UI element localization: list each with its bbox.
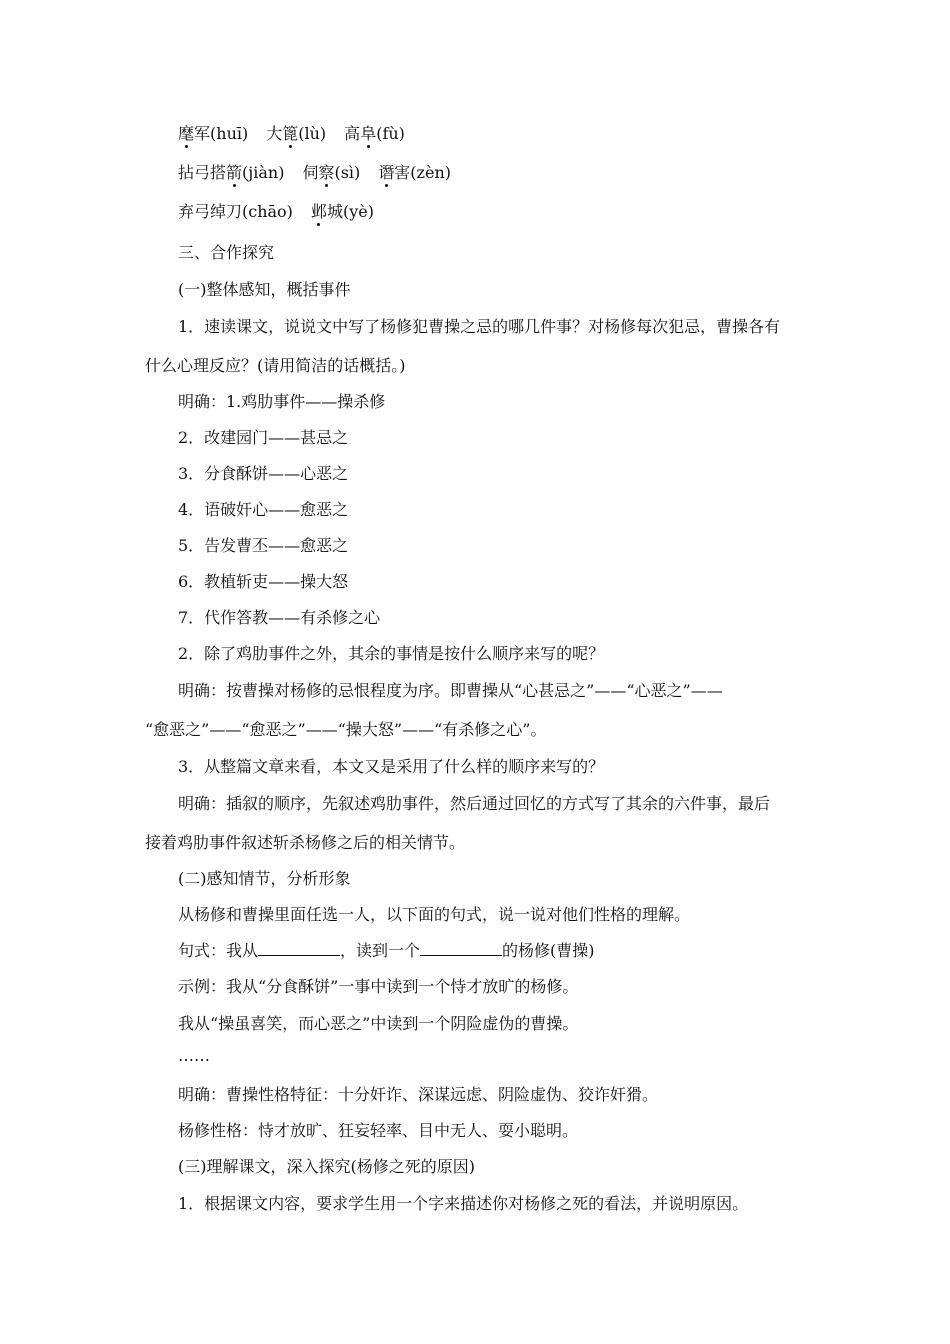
example-text: 示例：我从“分食酥饼”一事中读到一个恃才放旷的杨修。 [178,977,579,996]
question-text: 2．除了鸡肋事件之外，其余的事情是按什么顺序来写的呢？ [178,644,605,663]
list-item: 5．告发曹丕——愈恶之 [178,536,349,555]
list-item: 3．分食酥饼——心恶之 [178,464,349,483]
section-heading: 三、合作探究 [178,243,275,262]
pronunciation-item: 邺城(yè) [310,202,374,221]
question-text: 3．从整篇文章来看，本文又是采用了什么样的顺序来写的？ [178,757,605,776]
dotted-character: 邺 [310,202,327,221]
subsection-heading: (三)理解课文，深入探究(杨修之死的原因) [178,1157,475,1176]
instruction-text: 从杨修和曹操里面任选一人，以下面的句式，说一说对他们性格的理解。 [178,905,691,924]
answer-text-cont: 接着鸡肋事件叙述斩杀杨修之后的相关情节。 [145,833,466,852]
subsection-heading: (一)整体感知，概括事件 [178,280,351,299]
question-text: 1．速读课文，说说文中写了杨修犯曹操之忌的哪几件事？对杨修每次犯忌，曹操各有 [178,317,781,336]
sentence-pattern: 句式：我从 ，读到一个 的杨修(曹操) [178,941,595,960]
fill-blank [420,941,502,956]
answer-text: 杨修性格：恃才放旷、狂妄轻率、目中无人、耍小聪明。 [178,1121,579,1140]
answer-text: 明确：按曹操对杨修的忌恨程度为序。即曹操从“心甚忌之”——“心恶之”—— [178,681,723,700]
dotted-character: 阜 [360,124,377,143]
question-text-cont: 什么心理反应？(请用简洁的话概括。) [145,356,406,375]
list-item: 6．教植斩吏——操大怒 [178,572,349,591]
list-item: 7．代作答教——有杀修之心 [178,608,381,627]
question-text: 1．根据课文内容，要求学生用一个字来描述你对杨修之死的看法，并说明原因。 [178,1194,749,1213]
dotted-character: 谮 [378,163,395,182]
pronunciation-item: 麾军(huī) [178,124,249,143]
subsection-heading: (二)感知情节，分析形象 [178,869,351,888]
dotted-character: 麾 [178,124,195,143]
list-item: 4．语破奸心——愈恶之 [178,500,349,519]
list-item: 2．改建园门——甚忌之 [178,428,349,447]
answer-text: 明确：曹操性格特征：十分奸诈、深谋远虑、阴险虚伪、狡诈奸猾。 [178,1085,659,1104]
fill-blank [258,941,340,956]
answer-text-cont: “愈恶之”——“愈恶之”——“操大怒”——“有杀修之心”。 [145,720,547,739]
pronunciation-line-3 [178,202,374,222]
dotted-character: 篦 [282,124,299,143]
pronunciation-item: 大篦(lù) [266,124,327,143]
pronunciation-item: 弃弓绰刀(chāo) [178,202,293,221]
pronunciation-line-1 [178,124,405,144]
dotted-character: 察 [318,163,335,182]
answer-text: 明确：插叙的顺序，先叙述鸡肋事件，然后通过回忆的方式写了其余的六件事，最后 [178,794,771,813]
example-text: 我从“操虽喜笑，而心恶之”中读到一个阴险虚伪的曹操。 [178,1014,579,1033]
pronunciation-item: 伺察(sì) [302,163,361,182]
pronunciation-item: 高阜(fù) [344,124,405,143]
pronunciation-item: 拈弓搭箭(jiàn) [178,163,285,182]
answer-text: 明确：1.鸡肋事件——操杀修 [178,392,386,411]
pronunciation-item: 谮害(zèn) [378,163,451,182]
ellipsis: …… [178,1046,210,1065]
pronunciation-line-2 [178,163,451,183]
dotted-character: 箭 [226,163,243,182]
